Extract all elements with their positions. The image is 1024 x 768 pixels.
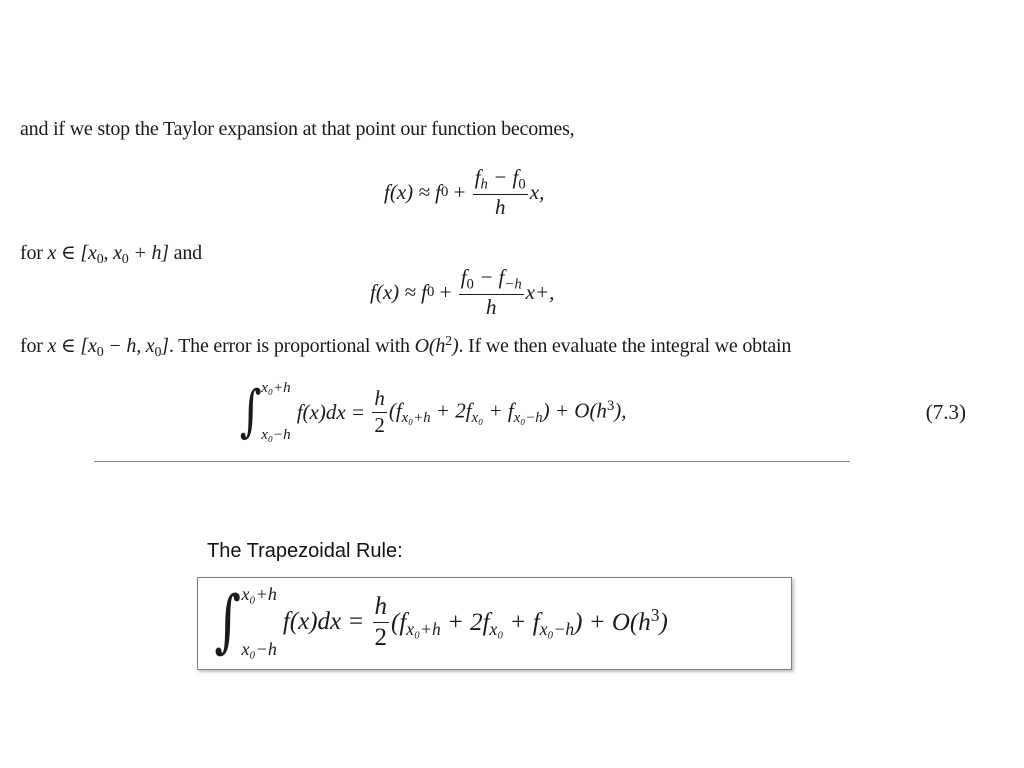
rule-limits — [241, 584, 276, 660]
eq2-denominator: h — [485, 294, 497, 319]
p3-math: x ∈ [x — [47, 335, 97, 357]
eq3-rhs-e: ), — [614, 397, 627, 422]
eq3-rhs-d: ) + O(h — [542, 397, 607, 422]
eq3-rhs-b-sub: x₀ — [471, 409, 484, 426]
rule-rhs — [391, 605, 668, 640]
eq3-numerator: h — [372, 387, 387, 412]
eq2-numerator — [459, 266, 524, 295]
p3-sub1: 0 — [96, 345, 104, 361]
eq1-plus: + — [448, 179, 471, 204]
rule-upper-limit: x₀+h — [241, 584, 277, 604]
p3-big-o-sup: 2 — [445, 334, 452, 349]
eq3-rhs-sup: 3 — [606, 397, 615, 414]
p2-math: x ∈ [x — [47, 242, 97, 264]
p3-tail: . If we then evaluate the integral we obtain — [458, 335, 792, 357]
eq2-tail: x+, — [525, 279, 555, 304]
paragraph-error — [20, 333, 791, 361]
eq3-integrand: f(x)dx = — [296, 399, 371, 424]
rule-rhs-b-sub: x₀ — [489, 618, 504, 639]
eq3-limits — [261, 380, 291, 444]
eq1-num-minus: − f — [487, 165, 519, 189]
eq1-denominator: h — [494, 194, 506, 219]
integral-sign-icon: ∫ — [214, 582, 242, 661]
eq1-num-a: f — [474, 165, 481, 189]
rule-rhs-b: + 2f — [440, 608, 490, 636]
rule-rhs-a: (f — [391, 608, 407, 636]
rule-lower-limit: x₀−h — [241, 639, 277, 659]
eq3-rhs-a: (f — [388, 397, 402, 422]
p2-prefix: for — [20, 242, 48, 264]
rule-fraction — [373, 593, 390, 651]
equation-number: (7.3) — [925, 400, 966, 424]
rule-rhs-a-sub: x₀+h — [406, 618, 441, 639]
trapezoidal-rule-equation — [210, 584, 668, 660]
eq3-fraction — [372, 387, 387, 436]
equation-linear-forward — [384, 166, 544, 219]
trapezoidal-rule-box — [197, 577, 792, 670]
eq1-num-a-sub: h — [480, 176, 488, 193]
paragraph-intro-text: and if we stop the Taylor expansion at that point our function becomes, — [20, 118, 575, 140]
eq1-fraction — [473, 166, 528, 219]
eq3-lower-limit: x₀−h — [261, 427, 291, 443]
rule-integral — [210, 584, 283, 660]
eq2-lhs: f(x) ≈ f — [370, 279, 428, 304]
eq2-fraction — [459, 266, 524, 319]
eq2-num-a: f — [460, 265, 467, 289]
paragraph-interval-forward — [20, 240, 202, 268]
rule-rhs-d: ) + O(h — [574, 608, 651, 636]
eq3-rhs-b: + 2f — [430, 397, 472, 422]
p3-end: ] — [161, 335, 169, 357]
p2-sub1: 0 — [96, 252, 104, 268]
p3-big-o-end: ) — [451, 335, 459, 357]
rule-rhs-c: + f — [503, 608, 540, 636]
p3-big-o: O(h — [414, 335, 446, 357]
eq3-integral — [236, 380, 297, 444]
eq3-rhs — [389, 398, 627, 427]
eq3-rhs-c-sub: x₀−h — [513, 409, 543, 426]
eq2-num-b-sub: −h — [504, 276, 522, 293]
p2-sub2: 0 — [121, 252, 129, 268]
rule-numerator: h — [373, 593, 390, 623]
eq1-num-b-sub: 0 — [518, 176, 526, 193]
p3-mid: − h, x — [103, 335, 155, 357]
p3-text: . The error is proportional with — [168, 335, 415, 357]
p3-sub2: 0 — [154, 345, 162, 361]
p2-suffix: and — [168, 242, 202, 264]
rule-rhs-c-sub: x₀−h — [539, 618, 575, 639]
eq3-rhs-c: + f — [483, 397, 514, 422]
integral-sign-icon: ∫ — [239, 379, 262, 444]
equation-integral-7-3 — [236, 380, 627, 444]
paragraph-intro — [20, 118, 574, 141]
eq2-lhs-sub: 0 — [427, 283, 435, 300]
p2-mid: , x — [103, 242, 122, 264]
eq1-lhs: f(x) ≈ f — [384, 179, 442, 204]
rule-denominator: 2 — [374, 623, 388, 651]
eq3-upper-limit: x₀+h — [261, 380, 291, 396]
eq3-denominator: 2 — [374, 412, 385, 437]
eq3-rhs-a-sub: x₀+h — [401, 409, 431, 426]
eq2-num-a-sub: 0 — [466, 276, 474, 293]
eq1-numerator — [473, 166, 528, 195]
eq2-plus: + — [434, 279, 457, 304]
section-divider — [94, 461, 850, 462]
eq2-num-minus: − f — [473, 265, 505, 289]
rule-integrand: f(x)dx = — [282, 608, 371, 635]
rule-rhs-sup: 3 — [650, 604, 660, 625]
equation-linear-backward — [370, 266, 554, 319]
rule-title: The Trapezoidal Rule: — [207, 540, 403, 562]
eq1-tail: x, — [529, 179, 545, 204]
p3-prefix: for — [20, 335, 48, 357]
rule-rhs-e: ) — [659, 608, 668, 636]
p2-end: + h] — [128, 242, 169, 264]
eq1-lhs-sub: 0 — [441, 183, 449, 200]
